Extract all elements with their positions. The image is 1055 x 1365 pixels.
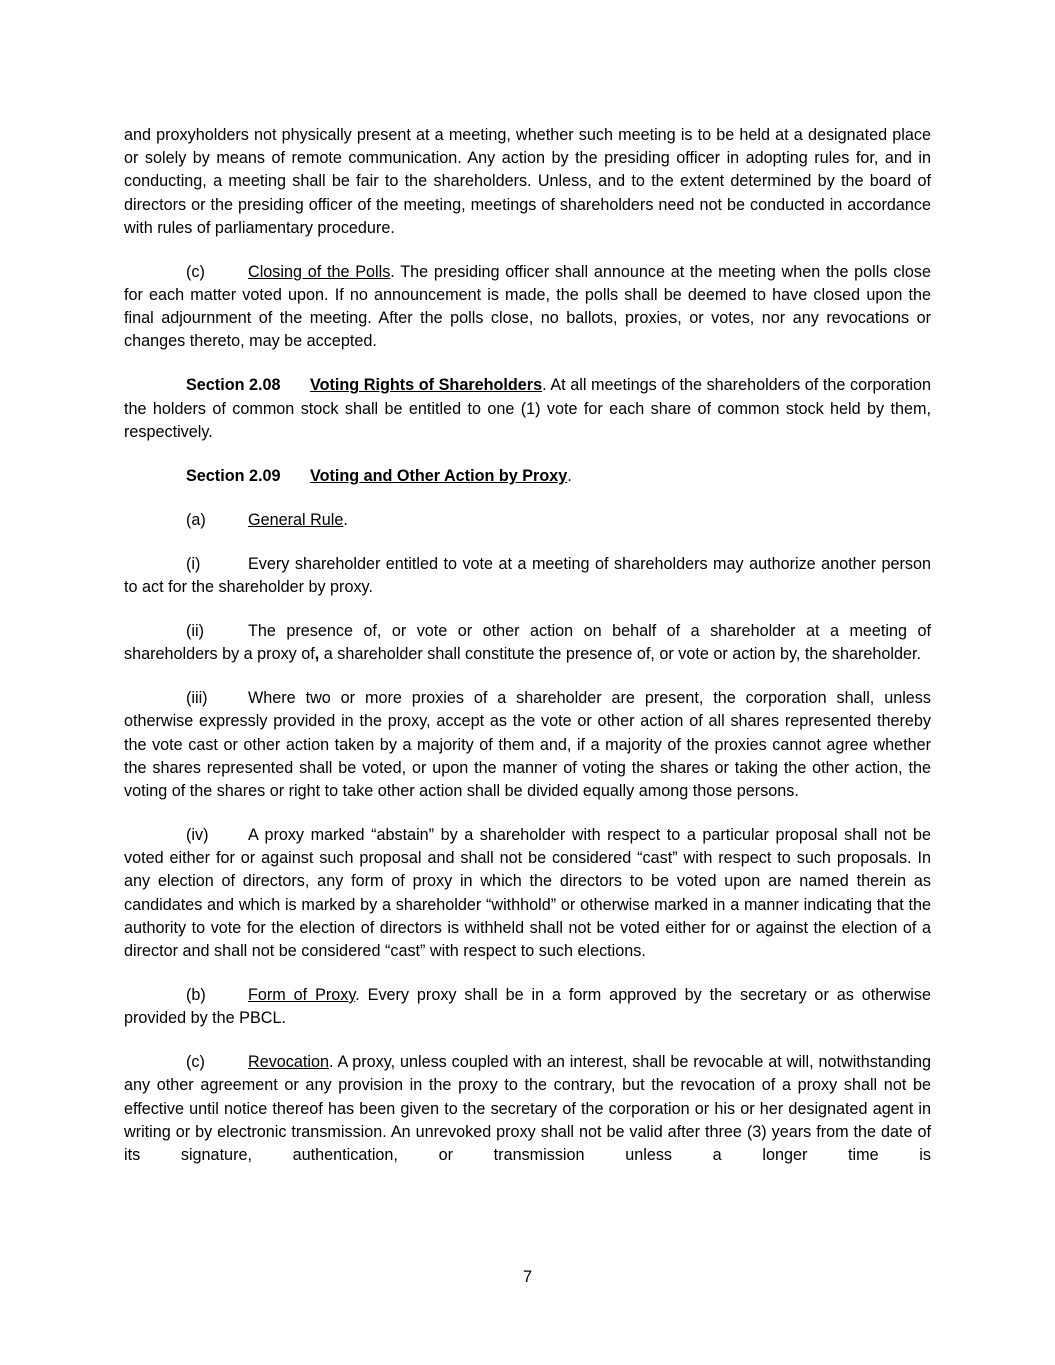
section-heading: Voting and Other Action by Proxy bbox=[310, 466, 568, 485]
paragraph-text: . A proxy, unless coupled with an interest, shall be revocable at will, notwithstanding any other agreement or any provision in the proxy to the contrary, but the revocation of a proxy shall not be effective until notice thereof has been given to the secretary of the corporation or his or her designated agent in writing or by electronic transmission. An unrevoked proxy shall not be valid after three (3) years from the date of its signature, authentication, or transmission unless a longer time is bbox=[124, 1053, 931, 1165]
inserted-comma: , bbox=[314, 645, 320, 664]
paragraph-text-before: The presence of, or vote or other action on behalf of a shareholder at a meeting of shareholders by a proxy of bbox=[124, 622, 931, 664]
item-heading: Revocation bbox=[248, 1053, 329, 1072]
paragraph-text: Where two or more proxies of a shareholder are present, the corporation shall, unless otherwise expressly provided in the proxy, accept as the vote or other action of all shares represented thereby the vote cast or other action taken by a majority of them and, if a majority of the proxies cannot agree whether the shares represented shall be voted, or upon the manner of voting the shares or taking the other action, the voting of the shares or right to take other action shall be divided equally among those persons. bbox=[124, 689, 931, 801]
section-period: . bbox=[567, 466, 572, 485]
page-number: 7 bbox=[522, 1268, 532, 1286]
paragraph-text: A proxy marked “abstain” by a shareholder with respect to a particular proposal shall not be voted either for or against such proposal and shall not be considered “cast” with respect to such proposals. In any election of directors, any form of proxy in which the directors to be voted upon are named therein as candidates and which is marked by a shareholder “withhold” or otherwise marked in a manner indicating that the authority to vote for the election of directors is withheld shall not be voted either for or against the election of a director and shall not be considered “cast” with respect to such elections. bbox=[124, 826, 931, 961]
section-number: Section 2.08 bbox=[186, 376, 281, 395]
paragraph-text: Every shareholder entitled to vote at a meeting of shareholders may authorize another person to act for the shareholder by proxy. bbox=[124, 554, 931, 597]
section-heading: Voting Rights of Shareholders bbox=[310, 376, 543, 395]
item-iv bbox=[124, 824, 931, 963]
item-revocation bbox=[124, 1051, 931, 1167]
item-i bbox=[124, 553, 931, 599]
item-label: (iv) bbox=[186, 826, 209, 845]
paragraph-text: and proxyholders not physically present at a meeting, whether such meeting is to be held at a designated place or solely by means of remote communication. Any action by the presiding officer in adopting rules for, and in conducting, a meeting shall be fair to the shareholders. Unless, and to the extent determined by the board of directors or the presiding officer of the meeting, meetings of shareholders need not be conducted in accordance with rules of parliamentary procedure. bbox=[124, 126, 931, 237]
item-label: (a) bbox=[186, 510, 206, 529]
document-page bbox=[124, 124, 931, 1188]
item-general-rule bbox=[124, 509, 931, 532]
paragraph-text-after: a shareholder shall constitute the presence of, or vote or action by, the shareholder. bbox=[319, 645, 921, 664]
item-label: (b) bbox=[186, 986, 206, 1005]
item-label: (iii) bbox=[186, 689, 208, 708]
paragraph-text: . Every proxy shall be in a form approved by the secretary or as otherwise provided by the PBCL. bbox=[124, 986, 932, 1028]
item-ii bbox=[124, 620, 931, 666]
section-2-09 bbox=[124, 465, 931, 488]
item-label: (ii) bbox=[186, 622, 204, 641]
item-period: . bbox=[343, 510, 348, 529]
item-iii bbox=[124, 687, 931, 803]
item-heading: General Rule bbox=[248, 510, 344, 529]
item-form-of-proxy bbox=[124, 984, 931, 1030]
item-heading: Form of Proxy bbox=[248, 986, 356, 1005]
item-heading: Closing of the Polls bbox=[248, 262, 391, 281]
section-number: Section 2.09 bbox=[186, 466, 281, 485]
paragraph-text: . The presiding officer shall announce at the meeting when the polls close for each matter voted upon. If no announcement is made, the polls shall be deemed to have closed upon the final adjournment of the meeting. After the polls close, no ballots, proxies, or votes, nor any revocations or changes thereto, may be accepted. bbox=[124, 262, 931, 351]
paragraph-continuation bbox=[124, 124, 931, 240]
item-label: (i) bbox=[186, 554, 201, 573]
item-label: (c) bbox=[186, 262, 205, 281]
section-2-08 bbox=[124, 374, 931, 444]
paragraph-closing-of-polls bbox=[124, 261, 931, 354]
paragraph-text: . At all meetings of the shareholders of the corporation the holders of common stock shall be entitled to one (1) vote for each share of common stock held by them, respectively. bbox=[124, 376, 931, 441]
item-label: (c) bbox=[186, 1053, 205, 1072]
